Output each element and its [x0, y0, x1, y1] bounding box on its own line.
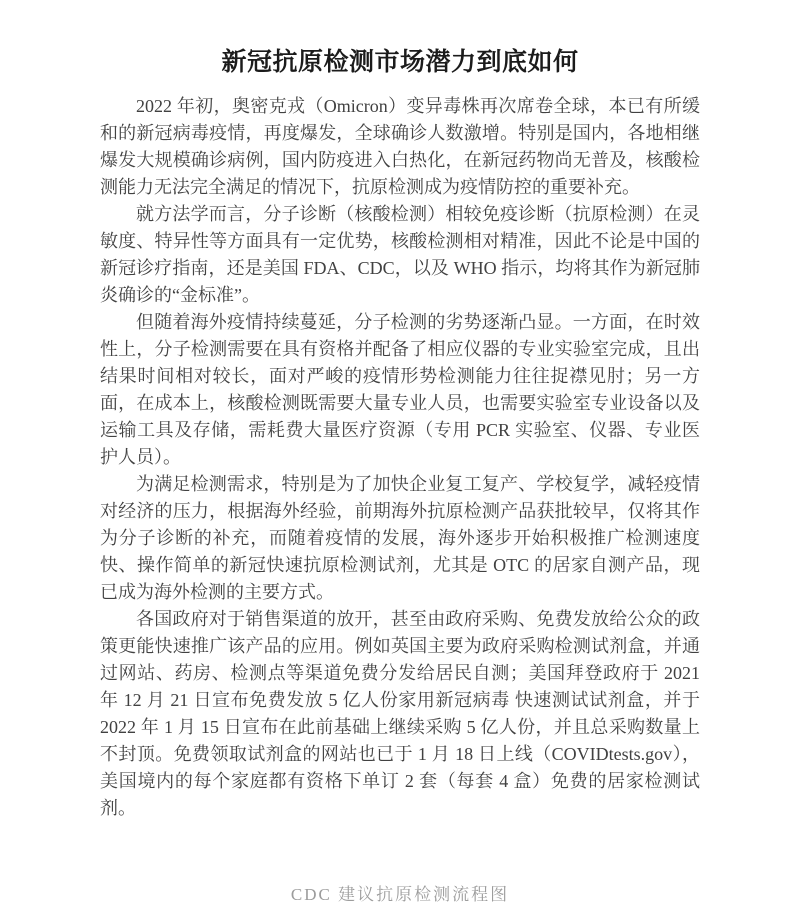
- body-paragraph: 就方法学而言，分子诊断（核酸检测）相较免疫诊断（抗原检测）在灵敏度、特异性等方面具有一定优势，核酸检测相对精准，因此不论是中国的新冠诊疗指南，还是美国 FDA、CDC，以及 WHO 指示，均将其作为新冠肺炎确诊的“金标准”。: [100, 204, 700, 305]
- figure-caption: CDC 建议抗原检测流程图: [290, 885, 510, 904]
- body-paragraph: 但随着海外疫情持续蔓延，分子检测的劣势逐渐凸显。一方面，在时效性上，分子检测需要在具有资格并配备了相应仪器的专业实验室完成，且出结果时间相对较长，面对严峻的疫情形势检测能力往往捉襟见肘；另一方面，在成本上，核酸检测既需要大量专业人员，也需要实验室专业设备以及运输工具及存储，需耗费大量医疗资源（专用 PCR 实验室、仪器、专业医护人员）。: [100, 312, 700, 467]
- body-paragraph: 各国政府对于销售渠道的放开，甚至由政府采购、免费发放给公众的政策更能快速推广该产品的应用。例如英国主要为政府采购检测试剂盒，并通过网站、药房、检测点等渠道免费分发给居民自测；美国拜登政府于 2021 年 12 月 21 日宣布免费发放 5 亿人份家用新冠病毒 快速测试试剂盒，并于 2022 年 1 月 15 日宣布在此前基础上继续采购 5 亿人份，并且总采购数量上不封顶。免费领取试剂盒的网站也已于 1 月 18 日上线（COVIDtests.gov），美国境内的每个家庭都有资格下单订 2 套（每套 4 盒）免费的居家检测试剂。: [100, 609, 700, 818]
- body-paragraph: 2022 年初，奥密克戎（Omicron）变异毒株再次席卷全球，本已有所缓和的新冠病毒疫情，再度爆发，全球确诊人数激增。特别是国内，各地相继爆发大规模确诊病例，国内防疫进入白热化，在新冠药物尚无普及，核酸检测能力无法完全满足的情况下，抗原检测成为疫情防控的重要补充。: [100, 96, 700, 197]
- article-body: [100, 93, 700, 822]
- body-paragraph: 为满足检测需求，特别是为了加快企业复工复产、学校复学，减轻疫情对经济的压力，根据海外经验，前期海外抗原检测产品获批较早，仅将其作为分子诊断的补充，而随着疫情的发展，海外逐步开始积极推广检测速度快、操作简单的新冠快速抗原检测试剂，尤其是 OTC 的居家自测产品，现已成为海外检测的主要方式。: [100, 474, 700, 602]
- page-title: 新冠抗原检测市场潜力到底如何: [221, 49, 579, 76]
